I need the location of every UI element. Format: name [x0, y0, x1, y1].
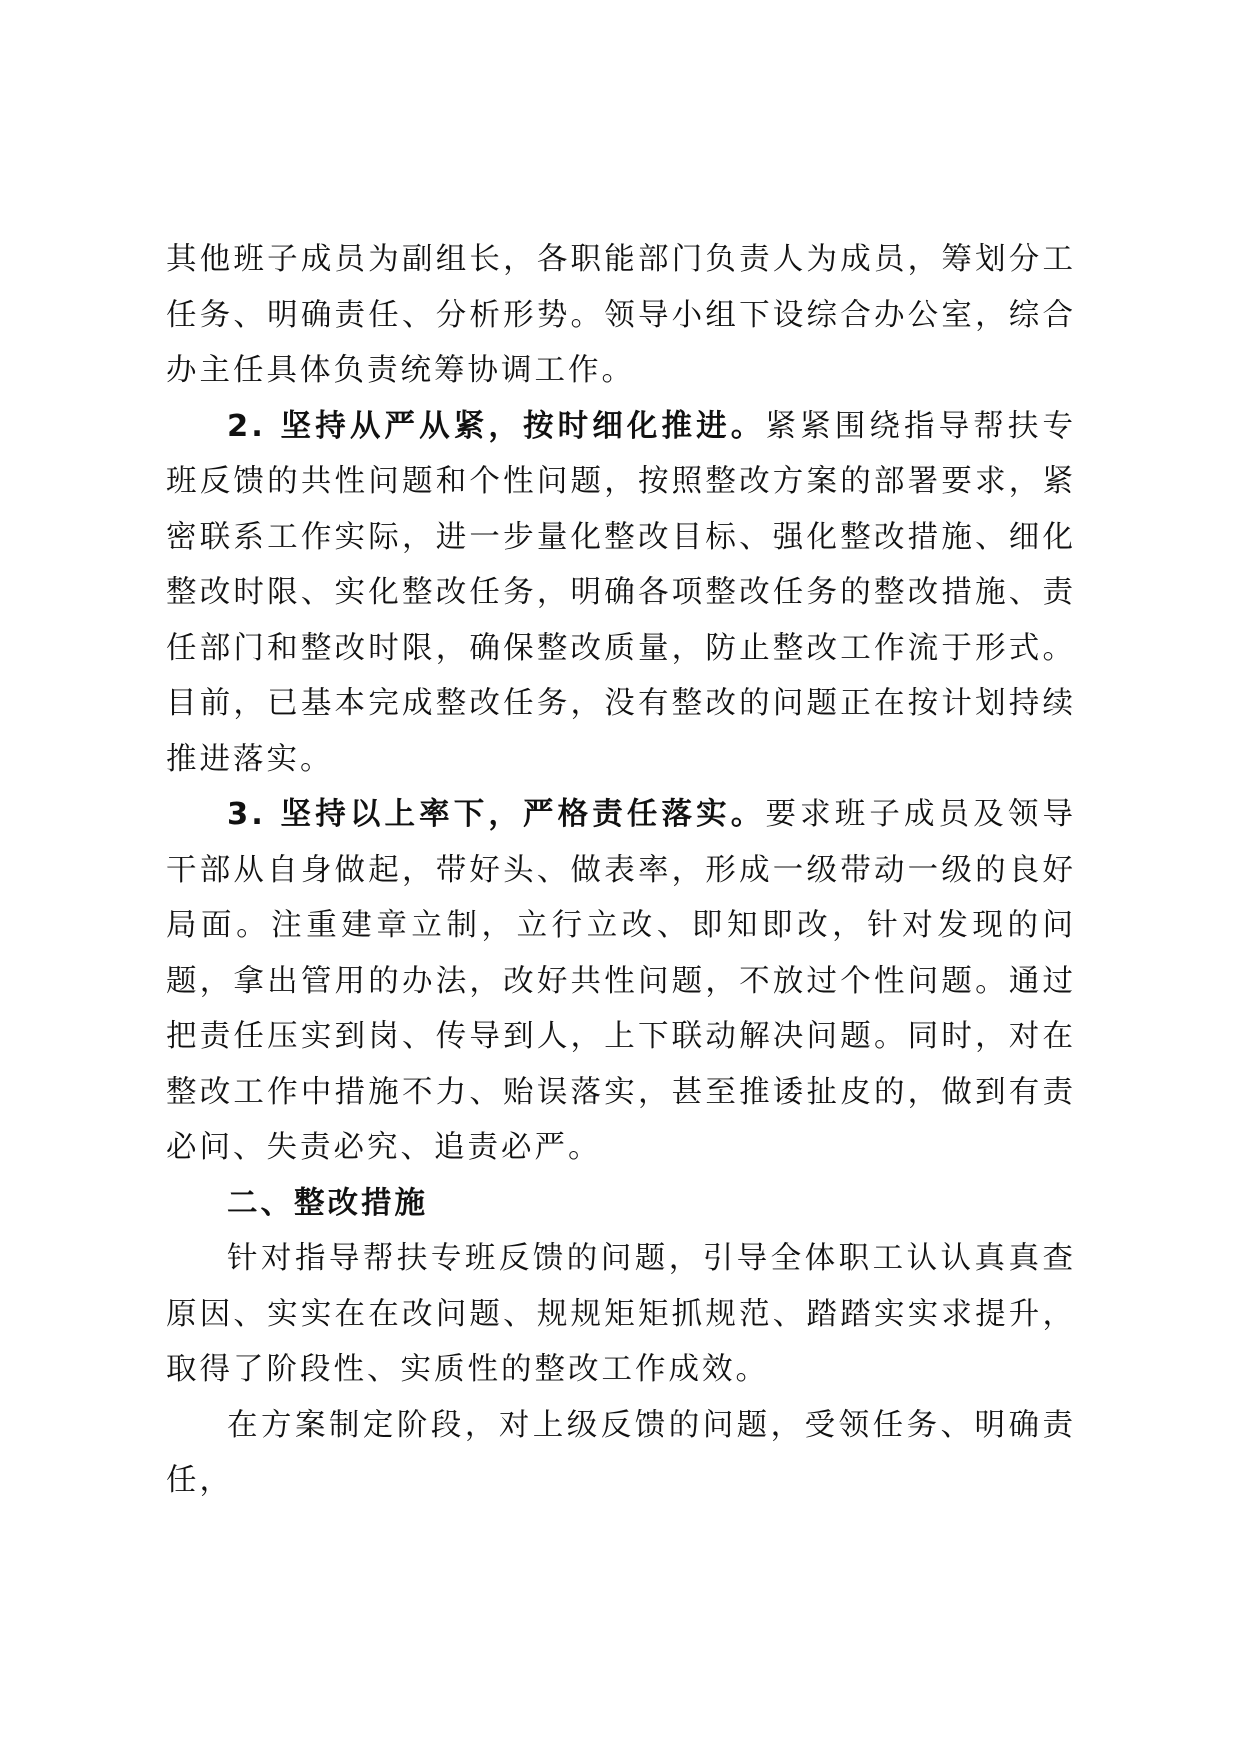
item-3-lead: 3. 坚持以上率下，严格责任落实。 [227, 797, 766, 832]
paragraph-text: 其他班子成员为副组长，各职能部门负责人为成员，筹划分工任务、明确责任、分析形势。领导小组下设综合办公室，综合办主任具体负责统筹协调工作。 [166, 242, 1076, 388]
paragraph-continuation [166, 232, 1076, 399]
item-2-text: 紧紧围绕指导帮扶专班反馈的共性问题和个性问题，按照整改方案的部署要求，紧密联系工作实际，进一步量化整改目标、强化整改措施、细化整改时限、实化整改任务，明确各项整改任务的整改措施、责任部门和整改时限，确保整改质量，防止整改工作流于形式。目前，已基本完成整改任务，没有整改的问题正在按计划持续推进落实。 [166, 408, 1077, 777]
item-3-text: 要求班子成员及领导干部从自身做起，带好头、做表率，形成一级带动一级的良好局面。注重建章立制，立行立改、即知即改，针对发现的问题，拿出管用的办法，改好共性问题，不放过个性问题。通过把责任压实到岗、传导到人，上下联动解决问题。同时，对在整改工作中措施不力、贻误落实，甚至推诿扯皮的，做到有责必问、失责必究、追责必严。 [166, 797, 1077, 1165]
paragraph-measures-intro [166, 1231, 1076, 1398]
item-2-lead: 2. 坚持从严从紧，按时细化推进。 [227, 408, 766, 444]
document-body [166, 232, 1076, 1509]
paragraph-text: 在方案制定阶段，对上级反馈的问题，受领任务、明确责任， [166, 1407, 1076, 1498]
paragraph-text: 针对指导帮扶专班反馈的问题，引导全体职工认认真真查原因、实实在在改问题、规规矩矩抓规范、踏踏实实求提升，取得了阶段性、实质性的整改工作成效。 [166, 1241, 1076, 1387]
paragraph-item-2 [166, 399, 1076, 788]
section-heading: 二、整改措施 [227, 1185, 428, 1221]
paragraph-item-3 [166, 787, 1076, 1176]
paragraph-plan-stage [166, 1398, 1076, 1509]
